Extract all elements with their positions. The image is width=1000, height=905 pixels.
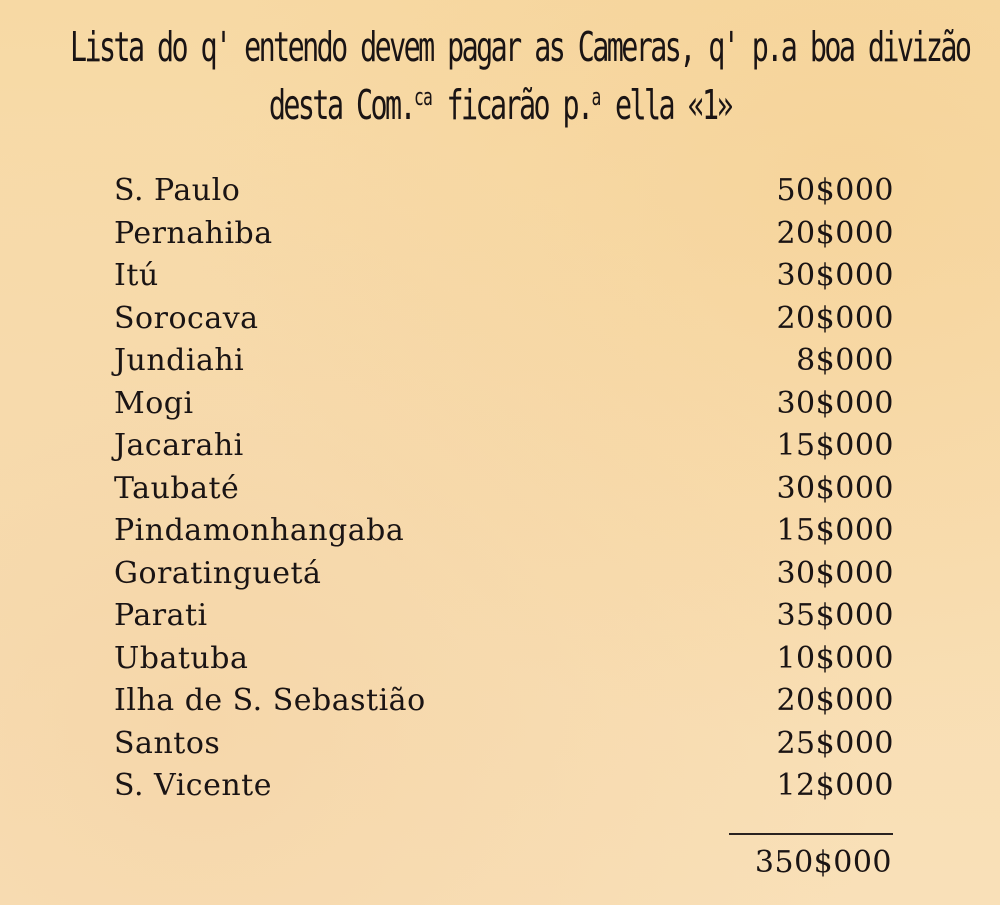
place-name: Goratinguetá: [114, 555, 322, 591]
ledger-list: [114, 170, 894, 808]
amount-value: 35$000: [776, 598, 894, 633]
total-amount: 350$000: [754, 845, 892, 880]
place-name: Ilha de S. Sebastião: [114, 683, 426, 718]
list-item: [114, 298, 894, 341]
heading-line-2: [70, 80, 930, 129]
amount-value: 30$000: [776, 470, 894, 506]
list-item: [114, 765, 894, 808]
list-item: [114, 340, 894, 383]
amount-value: 12$000: [776, 768, 894, 803]
amount-value: 20$000: [776, 300, 894, 336]
heading-line-2-part-c: ella «1»: [600, 80, 732, 129]
list-item: [114, 510, 894, 553]
list-item: [114, 638, 894, 681]
place-name: Jundiahi: [114, 343, 245, 378]
place-name: S. Paulo: [114, 173, 241, 208]
amount-value: 20$000: [776, 683, 894, 718]
amount-value: 30$000: [776, 555, 894, 591]
amount-value: 8$000: [796, 343, 894, 378]
amount-value: 15$000: [776, 513, 894, 548]
amount-value: 10$000: [776, 640, 894, 676]
place-name: Mogi: [114, 385, 194, 421]
heading-line-2-part-b: ficarão p.: [431, 80, 592, 129]
list-item: [114, 213, 894, 256]
place-name: Itú: [114, 258, 159, 293]
list-item: [114, 255, 894, 298]
amount-value: 20$000: [776, 215, 894, 251]
place-name: Pernahiba: [114, 215, 273, 251]
place-name: S. Vicente: [114, 768, 272, 803]
list-item: [114, 383, 894, 426]
heading-line-2-superscript-2: a: [591, 83, 601, 112]
place-name: Pindamonhangaba: [114, 513, 405, 548]
list-item: [114, 680, 894, 723]
place-name: Santos: [114, 725, 221, 761]
list-item: [114, 170, 894, 213]
place-name: Jacarahi: [114, 428, 244, 463]
amount-value: 30$000: [776, 258, 894, 293]
place-name: Ubatuba: [114, 640, 249, 676]
heading-line-2-part-a: desta Com.: [268, 80, 414, 129]
total-divider-rule: [729, 833, 893, 835]
list-item: [114, 723, 894, 766]
amount-value: 30$000: [776, 385, 894, 421]
list-item: [114, 595, 894, 638]
amount-value: 50$000: [776, 173, 894, 208]
heading-line-2-superscript: ca: [413, 83, 432, 112]
list-item: [114, 553, 894, 596]
amount-value: 15$000: [776, 428, 894, 463]
place-name: Sorocava: [114, 300, 259, 336]
list-item: [114, 468, 894, 511]
amount-value: 25$000: [776, 725, 894, 761]
place-name: Parati: [114, 598, 208, 633]
place-name: Taubaté: [114, 470, 240, 506]
heading-line-1: Lista do q' entendo devem pagar as Cameras, q' p.a boa divizão: [70, 22, 970, 71]
list-item: [114, 425, 894, 468]
